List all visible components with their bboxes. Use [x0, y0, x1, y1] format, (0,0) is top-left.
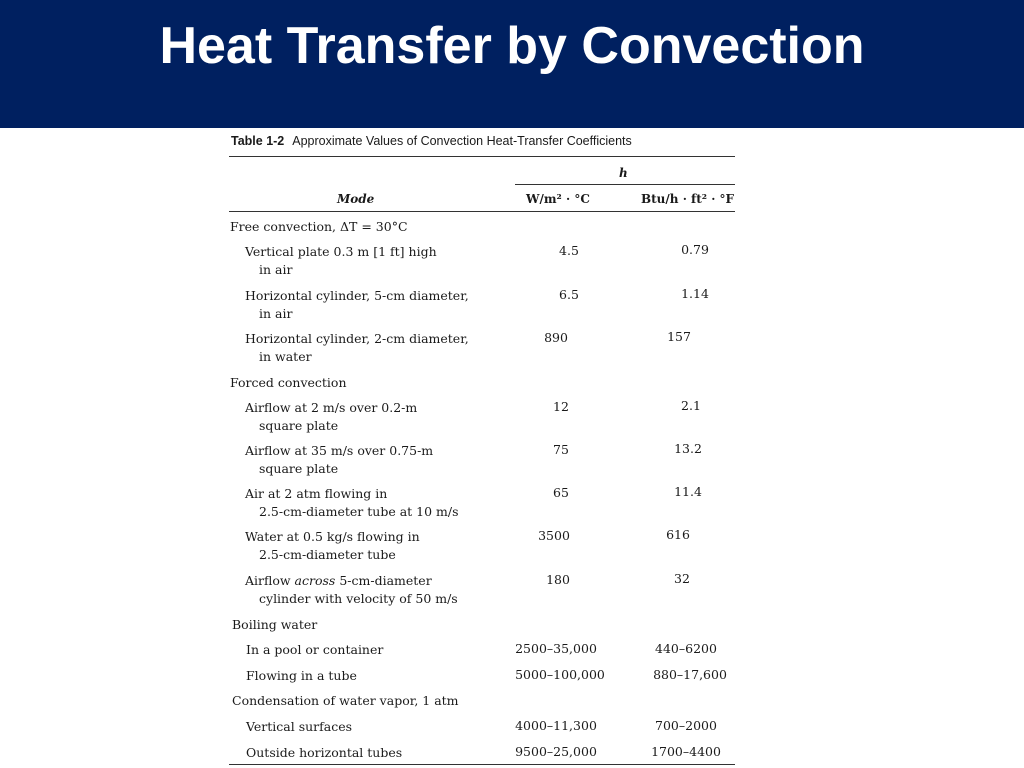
- table-caption-text: Approximate Values of Convection Heat-Transfer Coefficients: [292, 134, 632, 148]
- row-value-english: 32: [674, 571, 690, 586]
- row-label: Airflow at 2 m/s over 0.2-m: [245, 400, 418, 415]
- row-value-si: 4.5: [559, 243, 579, 258]
- row-label-cont: square plate: [259, 461, 339, 476]
- row-label: In a pool or container: [246, 642, 384, 657]
- row-value-si: 3500: [538, 528, 570, 543]
- row-value-english: 157: [667, 329, 691, 344]
- row-label-cont: in water: [259, 349, 312, 364]
- row-value-si: 12: [553, 399, 569, 414]
- row-label-pre: Airflow: [245, 573, 295, 588]
- header-col-si: W/m² · °C: [526, 192, 590, 206]
- row-value-english: 13.2: [674, 441, 702, 456]
- row-label-cont: in air: [259, 262, 293, 277]
- row-value-si: 65: [553, 485, 569, 500]
- row-label: Water at 0.5 kg/s flowing in: [245, 529, 420, 544]
- table-top-rule: [229, 156, 735, 157]
- row-value-si: 180: [546, 572, 570, 587]
- row-label: Vertical plate 0.3 m [1 ft] high: [245, 244, 437, 259]
- header-h-rule: [515, 184, 735, 185]
- row-label-cont: 2.5-cm-diameter tube: [259, 547, 396, 562]
- row-value-english: 1.14: [681, 286, 709, 301]
- row-label: Horizontal cylinder, 5-cm diameter,: [245, 288, 469, 303]
- table-caption-number: Table 1-2: [231, 134, 285, 148]
- row-value-english: 11.4: [674, 484, 702, 499]
- row-value-si: 890: [544, 330, 568, 345]
- table-bottom-rule: [229, 764, 735, 765]
- section-heading-condensation: Condensation of water vapor, 1 atm: [232, 693, 459, 708]
- row-value-si: 75: [553, 442, 569, 457]
- section-heading-free-text: Free convection, ΔT = 30°C: [230, 219, 408, 234]
- header-col-english: Btu/h · ft² · °F: [641, 192, 735, 206]
- slide-title: Heat Transfer by Convection: [159, 17, 865, 75]
- row-label-cont: square plate: [259, 418, 339, 433]
- header-h-group: h: [619, 166, 628, 180]
- header-mode: Mode: [337, 192, 375, 206]
- row-value-english: 880–17,600: [653, 667, 727, 682]
- row-value-si: 4000–11,300: [515, 718, 597, 733]
- row-value-si: 5000–100,000: [515, 667, 605, 682]
- row-label: Airflow at 35 m/s over 0.75-m: [245, 443, 434, 458]
- row-label-across: [245, 572, 432, 590]
- section-heading-boiling: Boiling water: [232, 617, 318, 632]
- table-caption: [231, 134, 632, 148]
- row-label-cont: in air: [259, 306, 293, 321]
- row-label-emphasis: across: [294, 573, 336, 588]
- row-value-english: 440–6200: [655, 641, 717, 656]
- row-value-si: 9500–25,000: [515, 744, 597, 759]
- row-label: Air at 2 atm flowing in: [245, 486, 388, 501]
- row-value-si: 6.5: [559, 287, 579, 302]
- section-heading-forced: Forced convection: [230, 375, 347, 390]
- row-value-english: 700–2000: [655, 718, 717, 733]
- section-heading-free: [230, 218, 408, 236]
- row-label-cont: cylinder with velocity of 50 m/s: [259, 591, 458, 606]
- row-value-english: 1700–4400: [651, 744, 721, 759]
- convection-coefficients-table: [229, 132, 741, 768]
- row-label: Horizontal cylinder, 2-cm diameter,: [245, 331, 469, 346]
- row-label: Flowing in a tube: [246, 668, 357, 683]
- row-value-english: 2.1: [681, 398, 701, 413]
- row-value-english: 616: [666, 527, 690, 542]
- row-label-cont: 2.5-cm-diameter tube at 10 m/s: [259, 504, 459, 519]
- row-value-english: 0.79: [681, 242, 709, 257]
- row-label-post: 5-cm-diameter: [335, 573, 432, 588]
- row-value-si: 2500–35,000: [515, 641, 597, 656]
- header-bottom-rule: [229, 211, 735, 212]
- row-label: Outside horizontal tubes: [246, 745, 403, 760]
- row-label: Vertical surfaces: [246, 719, 353, 734]
